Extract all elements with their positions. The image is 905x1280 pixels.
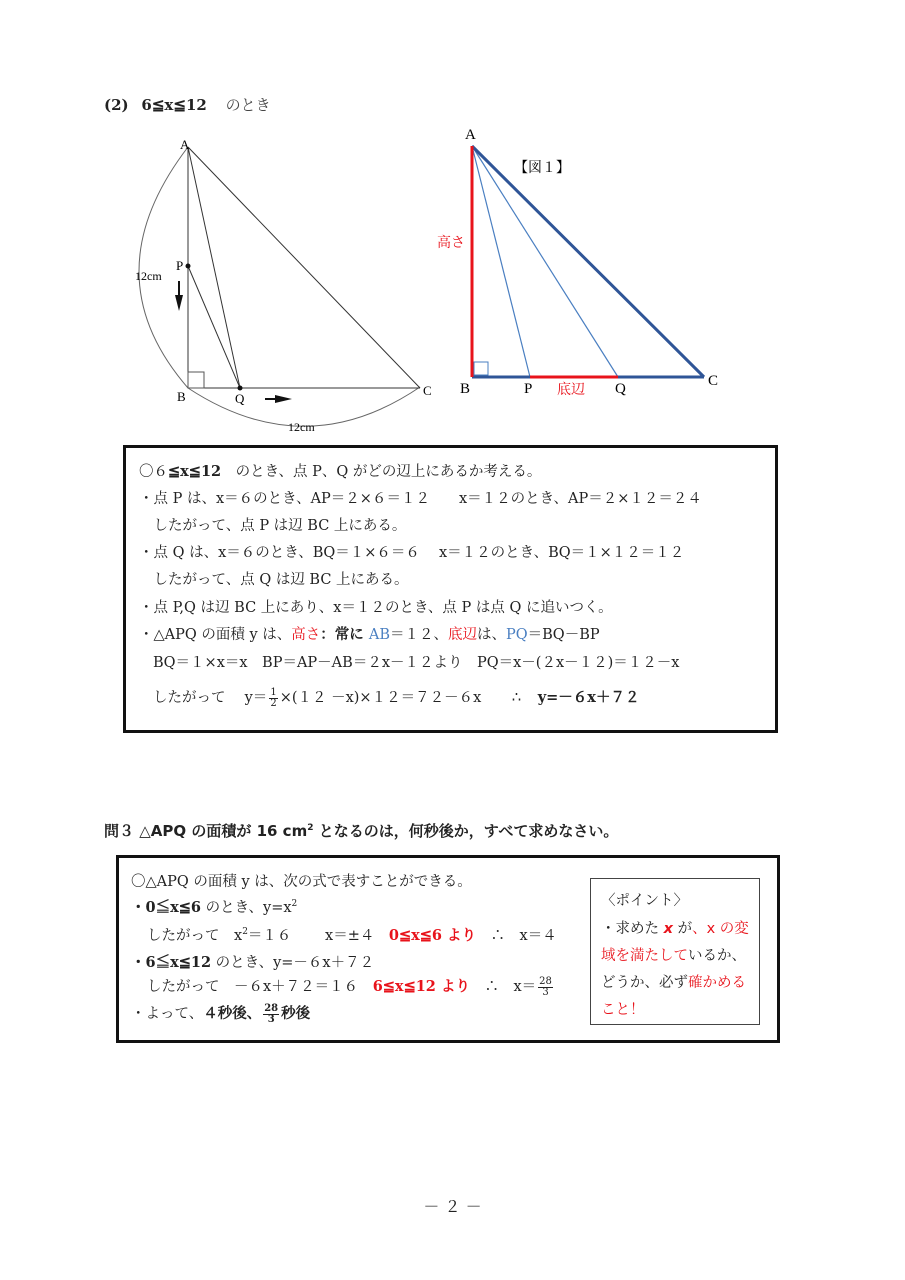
box1-line-4: ・点 Q は、x＝６のとき、BQ＝１×６＝６ x＝１２のとき、BQ＝１×１２＝１２ bbox=[139, 545, 685, 561]
label-p: P bbox=[176, 258, 184, 273]
point-line-3: どうか、必ず確かめる bbox=[601, 975, 746, 991]
right-angle-mark bbox=[188, 372, 204, 388]
box2-case1: ・0≦x≦6 のとき、$y=x^2$ bbox=[131, 899, 298, 916]
question-3: 問３ △APQ の面積が 16 $cm^2$ となるのは，何秒後か，すべて求めなさい。 bbox=[104, 822, 619, 840]
box2-case2: ・6≦x≦12 のとき、y=－６x＋７２ bbox=[131, 954, 375, 971]
label-b: B bbox=[177, 389, 186, 404]
arrow-down-icon bbox=[175, 281, 183, 311]
box1-line-6: ・点 P,Q は辺 BC 上にあり、x＝１２のとき、点 P は点 Q に追いつく。 bbox=[139, 600, 613, 616]
label-c: C bbox=[423, 383, 432, 398]
height-term: 高さ bbox=[291, 627, 321, 643]
box1-line-3: したがって、点 P は辺 BC 上にある。 bbox=[139, 518, 407, 534]
point-line-1: ・求めた x が、x の変 bbox=[601, 921, 749, 937]
height-label: 高さ bbox=[437, 236, 465, 251]
box1-line-1: 〇６≦x≦12 のとき、点 P、Q がどの辺上にあるか考える。 bbox=[139, 463, 542, 480]
label-q: Q bbox=[615, 381, 626, 397]
side-ac bbox=[188, 147, 420, 388]
base-term: 底辺 bbox=[448, 627, 477, 643]
section-heading bbox=[104, 94, 271, 115]
figure-left-triangle bbox=[130, 135, 440, 435]
right-angle-mark bbox=[474, 362, 488, 375]
arrow-right-icon bbox=[265, 395, 292, 403]
label-a: A bbox=[465, 127, 476, 143]
label-a: A bbox=[180, 137, 190, 152]
box1-area-line: ・△APQ の面積 y は、高さ：常に AB＝１２、底辺は、PQ＝BQ－BP bbox=[139, 626, 600, 643]
figure-title: 【図１】 bbox=[514, 161, 570, 176]
base-label: 底辺 bbox=[557, 383, 585, 398]
point-q bbox=[238, 386, 243, 391]
label-p: P bbox=[524, 381, 533, 397]
point-line-4: こと！ bbox=[601, 1002, 645, 1018]
label-b: B bbox=[460, 381, 471, 397]
box1-line-5: したがって、点 Q は辺 BC 上にある。 bbox=[139, 572, 409, 588]
point-p bbox=[186, 264, 191, 269]
segment-ap bbox=[472, 146, 530, 377]
heading-condition: 6≦x≦12 bbox=[141, 96, 207, 114]
box1-final-line: したがって y＝ $\frac{1}{2}$ ×(１２ －x)×１２＝７２－６x ∴ y=－６x＋７２ bbox=[153, 686, 640, 709]
figure-right-triangle bbox=[430, 120, 730, 410]
point-line-2: 域を満たしているか、 bbox=[601, 948, 746, 964]
label-q: Q bbox=[235, 391, 245, 406]
segment-aq bbox=[188, 147, 240, 388]
label-side-bc: 12cm bbox=[288, 420, 315, 434]
label-side-ab: 12cm bbox=[135, 269, 162, 283]
box2-case1-solve: したがって $x^2=16$ x＝±４ 0≦x≦6 より ∴ x＝４ bbox=[147, 927, 557, 944]
heading-number: (2) bbox=[104, 96, 129, 114]
point-title: 〈ポイント〉 bbox=[601, 893, 688, 909]
point-box bbox=[590, 878, 760, 1025]
box2-conclusion: ・よって、４秒後、 $\frac{28}{3}$ 秒後 bbox=[131, 1002, 311, 1025]
segment-pq bbox=[188, 266, 240, 388]
box2-case2-solve: したがって －６x＋７２＝１６ 6≦x≦12 より ∴ x＝ $\frac{28}{3}$ bbox=[147, 975, 552, 998]
side-ac bbox=[472, 146, 704, 377]
fraction-28-3: $\frac{28}{3}$ bbox=[539, 975, 552, 998]
page-number: － ２ － bbox=[423, 1197, 482, 1216]
box2-intro: 〇△APQ の面積 y は、次の式で表すことができる。 bbox=[131, 874, 472, 890]
final-equation: y=－６x＋７２ bbox=[537, 689, 640, 706]
heading-suffix: のとき bbox=[225, 96, 271, 114]
label-c: C bbox=[708, 373, 719, 389]
explanation-box bbox=[123, 445, 778, 733]
fraction-half: $\frac{1}{2}$ bbox=[270, 686, 277, 709]
box1-line-2: ・点 P は、x＝６のとき、AP＝２×６＝１２ x＝１２のとき、AP＝２×１２＝２４ bbox=[139, 491, 702, 507]
box1-calc-line: BQ＝１×x＝x BP＝AP－AB＝２x－１２より PQ＝x－(２x－１２)＝１２－x bbox=[153, 655, 680, 671]
segment-aq bbox=[472, 146, 618, 377]
